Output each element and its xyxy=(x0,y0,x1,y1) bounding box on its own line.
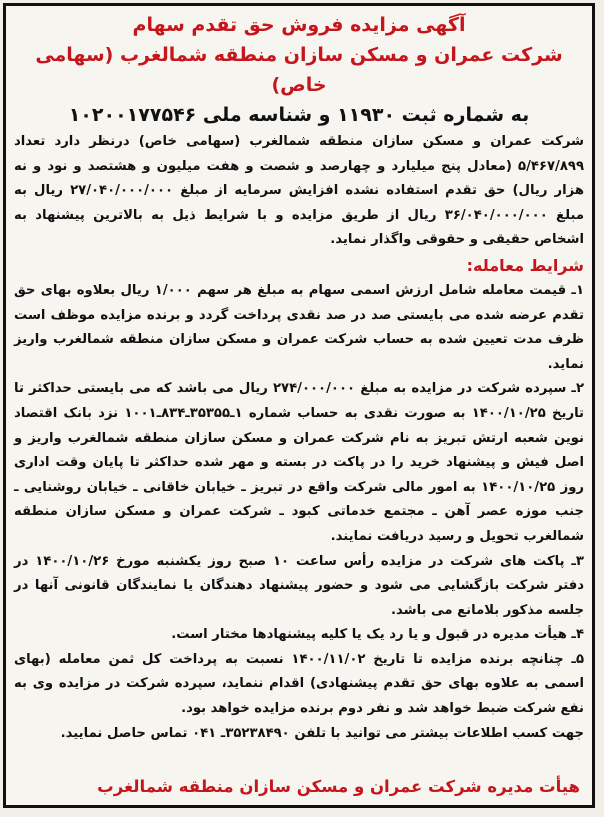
registration-info: به شماره ثبت ۱۱۹۳۰ و شناسه ملی ۱۰۲۰۰۱۷۷۵۴۶ xyxy=(68,104,530,126)
condition-item: ۵ـ چنانچه برنده مزایده تا تاریخ ۱۴۰۰/۱۱/۰۲ نسبت به پرداخت کل ثمن معامله (بهای اسمی به علاوه بهای حق تقدم پیشنهادی) اقدام ننماید، سپرده شرکت در مزایده وی به نفع شرکت ضبط خواهد شد و نفر دوم برنده مزایده خواهد بود. xyxy=(14,651,584,717)
condition-item: ۴ـ هیأت مدیره در قبول و یا رد یک یا کلیه پیشنهادها مختار است. xyxy=(171,627,584,643)
advertisement-page xyxy=(3,3,595,808)
condition-item: ۳ـ پاکت های شرکت در مزایده رأس ساعت ۱۰ صبح روز یکشنبه مورخ ۱۴۰۰/۱۰/۲۶ در دفتر شرکت بازگشایی می شود و حضور پیشنهاد دهندگان یا نمایندگان قانونی آنها در جلسه مذکور بلامانع می باشد. xyxy=(14,553,584,618)
condition-item: ۲ـ سپرده شرکت در مزایده به مبلغ ۲۷۴/۰۰۰/۰۰۰ ریال می باشد که می بایستی حداکثر تا تاریخ ۱۴۰۰/۱۰/۲۵ به صورت نقدی به حساب شماره ۱ـ۳۵۳۵۵ـ۸۳۴ـ۱۰۰۱ نزد بانک اقتصاد نوین شعبه ارتش تبریز به نام شرکت عمران و مسکن سازان منطقه شمالغرب واریز و اصل فیش و پیشنهاد خرید را در پاکت در بسته و مهر شده حداکثر تا پایان وقت اداری روز ۱۴۰۰/۱۰/۲۵ به امور مالی شرکت واقع در تبریز ـ خیابان خاقانی ـ خیابان روشنایی ـ جنب موزه عصر آهن ـ مجتمع خدماتی کبود ـ شرکت عمران و مسکن سازان منطقه شمالغرب تحویل و رسید دریافت نمایند. xyxy=(14,381,585,544)
contact-info: جهت کسب اطلاعات بیشتر می توانید با تلفن ۳۵۲۳۸۴۹۰ـ ۰۴۱ تماس حاصل نمایید. xyxy=(60,725,584,741)
ad-body xyxy=(14,130,584,746)
condition-item: ۱ـ قیمت معامله شامل ارزش اسمی سهام به مبلغ هر سهم ۱/۰۰۰ ریال بعلاوه بهای حق تقدم عرضه شده می بایستی صد در صد نقدی پرداخت گردد و برنده مزایده موظف است ظرف مدت تعیین شده به حساب شرکت عمران و مسکن سازان منطقه شمالغرب واریز نماید. xyxy=(14,282,584,372)
conditions-title: شرایط معامله: xyxy=(466,255,584,275)
header xyxy=(14,10,584,130)
company-name: شرکت عمران و مسکن سازان منطقه شمالغرب (سهامی خاص) xyxy=(35,44,563,96)
signature: هیأت مدیره شرکت عمران و مسکن سازان منطقه شمالغرب xyxy=(97,777,580,796)
intro-paragraph: شرکت عمران و مسکن سازان منطقه شمالغرب (سهامی خاص) درنظر دارد تعداد ۵/۴۶۷/۸۹۹ (معادل پنج میلیارد و چهارصد و شصت و هفت میلیون و هشتصد و نود و نه هزار ریال) حق تقدم استفاده نشده افزایش سرمایه از مبلغ ۲۷/۰۴۰/۰۰۰/۰۰۰ ریال به مبلغ ۳۶/۰۴۰/۰۰۰/۰۰۰ ریال از طریق مزایده و با شرایط ذیل به بالاترین پیشنهاد به اشخاص حقیقی و حقوقی واگذار نماید. xyxy=(14,134,585,248)
ad-title: آگهی مزایده فروش حق تقدم سهام xyxy=(132,14,466,36)
